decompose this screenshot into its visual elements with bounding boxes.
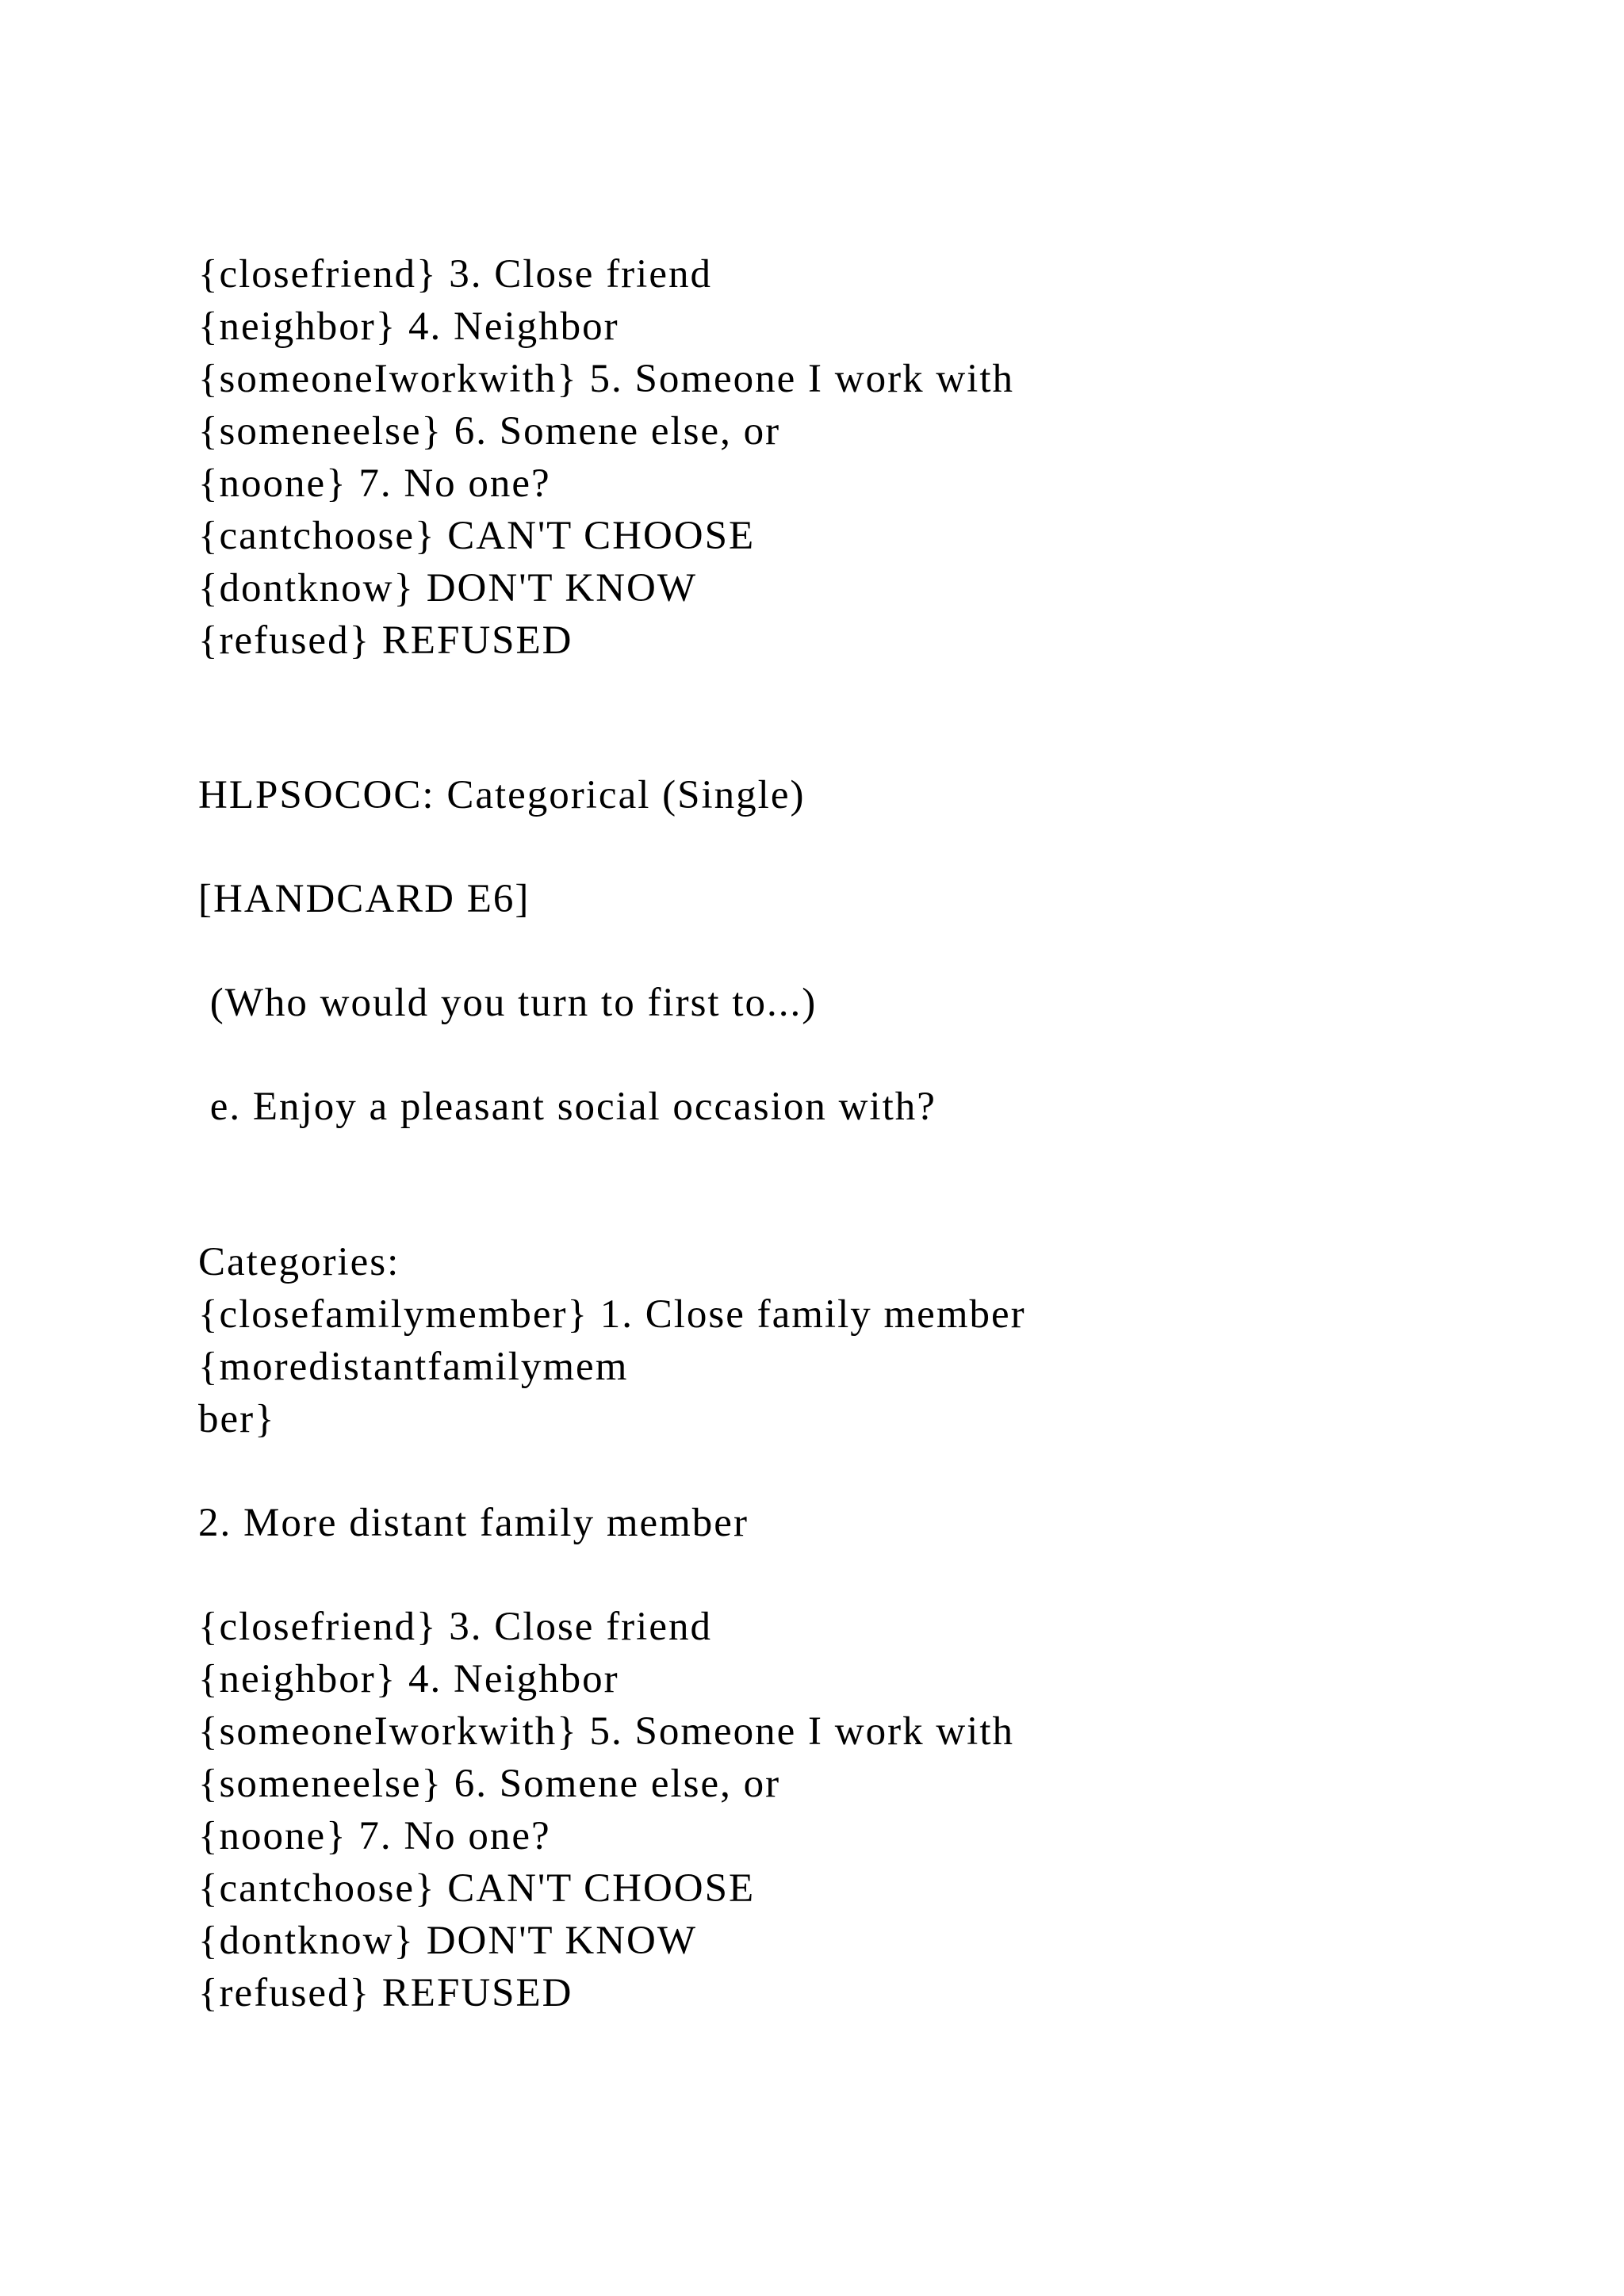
option-cantchoose: {cantchoose} CAN'T CHOOSE: [198, 514, 756, 558]
option-someoneiworkwith: {someoneIworkwith} 5. Someone I work with: [198, 357, 1014, 401]
option-neighbor: {neighbor} 4. Neighbor: [198, 1657, 619, 1701]
question-variable-heading: HLPSOCOC: Categorical (Single): [198, 773, 806, 817]
option-closefriend: {closefriend} 3. Close friend: [198, 252, 712, 297]
option-moredistant-label: 2. More distant family member: [198, 1501, 749, 1545]
option-moredistant-code-part1: {moredistantfamilymem: [198, 1345, 629, 1389]
handcard-label: [HANDCARD E6]: [198, 877, 530, 921]
option-someneelse: {someneelse} 6. Somene else, or: [198, 1762, 781, 1806]
option-cantchoose: {cantchoose} CAN'T CHOOSE: [198, 1866, 756, 1911]
question-instruction: (Who would you turn to first to...): [198, 981, 818, 1025]
option-refused: {refused} REFUSED: [198, 1971, 573, 2015]
option-noone: {noone} 7. No one?: [198, 1814, 551, 1858]
option-dontknow: {dontknow} DON'T KNOW: [198, 1919, 697, 1963]
option-neighbor: {neighbor} 4. Neighbor: [198, 304, 619, 349]
option-someoneiworkwith: {someoneIworkwith} 5. Someone I work with: [198, 1709, 1014, 1754]
option-dontknow: {dontknow} DON'T KNOW: [198, 566, 697, 610]
option-someneelse: {someneelse} 6. Somene else, or: [198, 409, 781, 453]
question-prompt: e. Enjoy a pleasant social occasion with?: [198, 1085, 936, 1129]
option-noone: {noone} 7. No one?: [198, 461, 551, 506]
option-closefriend: {closefriend} 3. Close friend: [198, 1605, 712, 1649]
option-closefamilymember: {closefamilymember} 1. Close family member: [198, 1292, 1026, 1337]
categories-label: Categories:: [198, 1240, 400, 1284]
option-refused: {refused} REFUSED: [198, 618, 573, 663]
option-moredistant-code-part2: ber}: [198, 1397, 276, 1441]
